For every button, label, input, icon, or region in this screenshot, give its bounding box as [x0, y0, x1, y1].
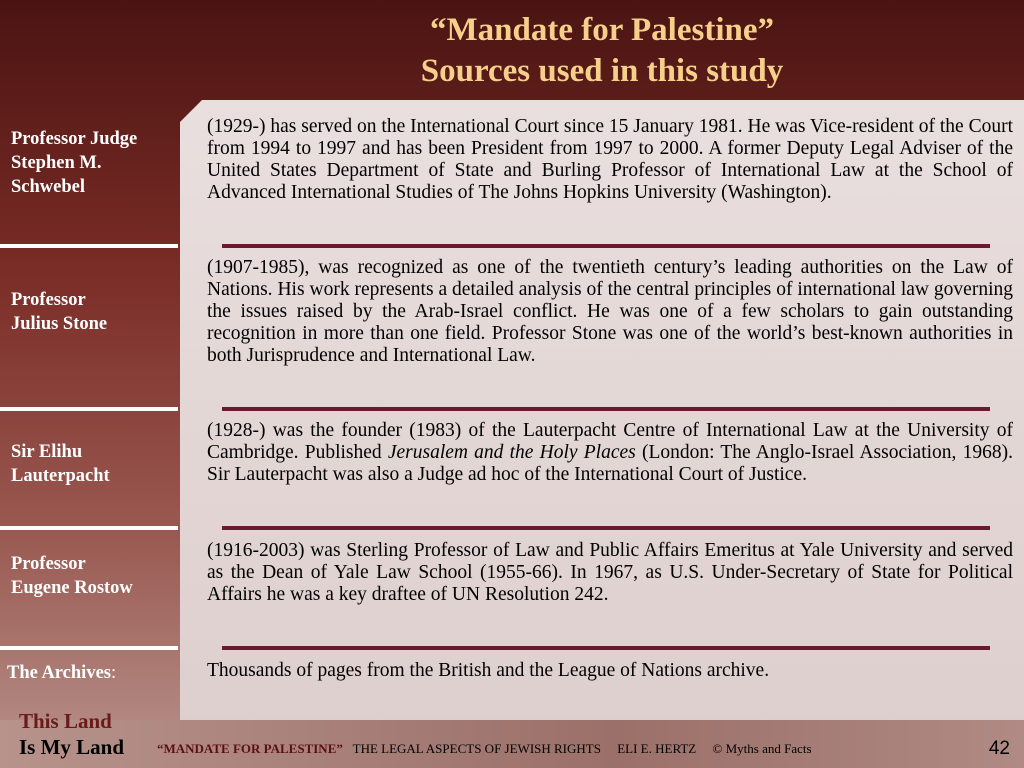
footer-mandate: “MANDATE FOR PALESTINE” [157, 741, 343, 756]
source-name-line: Professor [11, 290, 86, 310]
source-name-line: Schwebel [11, 177, 85, 197]
footer-caption [157, 741, 812, 757]
source-name-stone [0, 288, 178, 336]
sidebar-divider [0, 244, 178, 248]
description-text: (1928-) was the founder (1983) of the Lauterpacht Centre of International Law at the University of Cambridge. Published [207, 420, 1013, 463]
archives-description: Thousands of pages from the British and the League of Nations archive. [207, 660, 770, 681]
book-title: Jerusalem and the Holy Places [387, 442, 636, 463]
entry-separator [222, 244, 990, 248]
source-name-rostow [0, 552, 178, 600]
footer-author: ELI E. HERTZ [617, 741, 697, 756]
source-name-line: Eugene Rostow [11, 578, 133, 598]
source-name-schwebel [0, 127, 178, 199]
slide-title-line2: Sources used in this study [420, 53, 784, 89]
entry-separator [222, 526, 990, 530]
source-description-stone: (1907-1985), was recognized as one of the twentieth century’s leading authorities on the Law of Nations. His work represents a detailed analysis of the central principles of international law governing the issues raised by the Arab-Israel conflict. He was one of a few scholars to gain outstanding recognition in more than one field. Professor Stone was one of the world’s best-known authorities in both Jurisprudence and International Law. [207, 257, 1013, 366]
slide-title [180, 10, 1024, 92]
source-name-line: Sir Elihu [11, 442, 83, 462]
entry-separator [222, 646, 990, 650]
footer-subtitle: THE LEGAL ASPECTS OF JEWISH RIGHTS [352, 741, 601, 756]
source-name-line: Professor Judge [11, 129, 138, 149]
description-text: (London: The Anglo-Israel Association, 1968). Sir Lauterpacht was also a Judge ad hoc of the International Court of Justice. [207, 442, 1013, 485]
source-description-schwebel: (1929-) has served on the International Court since 15 January 1981. He was Vice-resident of the Court from 1994 to 1997 and has been President from 1997 to 2000. A former Deputy Legal Adviser of the United States Department of State and Burling Professor of International Law at the School of Advanced International Studies of The Johns Hopkins University (Washington). [207, 116, 1013, 203]
entry-separator [222, 407, 990, 411]
source-name-line: Julius Stone [11, 314, 108, 334]
page-number: 42 [988, 738, 1010, 759]
archives-label-text: The Archives [7, 663, 111, 683]
source-name-lauterpacht [0, 440, 178, 488]
sidebar-divider [0, 646, 178, 650]
source-name-line: Lauterpacht [11, 466, 110, 486]
brand-line2: Is My Land [19, 735, 125, 759]
brand-line1: This Land [19, 709, 112, 733]
archives-label-colon: : [110, 663, 117, 683]
sidebar-divider [0, 526, 178, 530]
source-description-lauterpacht [207, 420, 1013, 486]
slide-title-line1: “Mandate for Palestine” [429, 12, 774, 48]
source-name-line: Professor [11, 554, 86, 574]
source-description-rostow: (1916-2003) was Sterling Professor of Law and Public Affairs Emeritus at Yale University and served as the Dean of Yale Law School (1955-66). In 1967, as U.S. Under-Secretary of State for Political Affairs he was a key draftee of UN Resolution 242. [207, 540, 1013, 605]
sidebar-divider [0, 407, 178, 411]
archives-label [7, 663, 116, 684]
footer-copyright: © Myths and Facts [712, 741, 812, 756]
source-name-line: Stephen M. [11, 153, 102, 173]
brand-logo [19, 708, 124, 760]
